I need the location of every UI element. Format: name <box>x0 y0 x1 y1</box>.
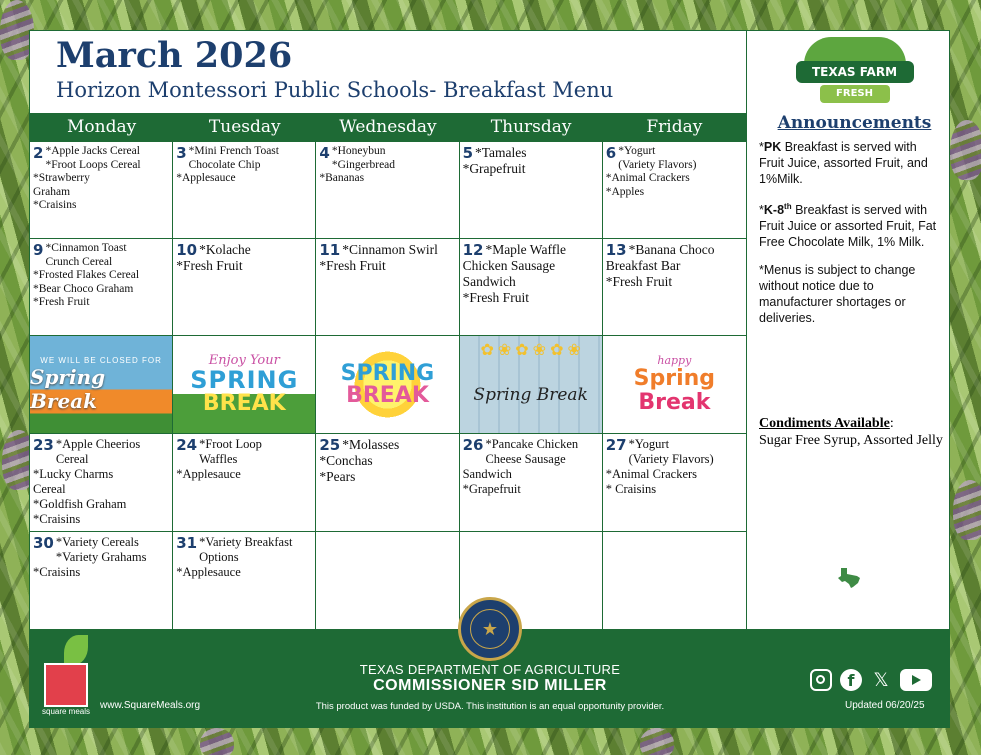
closed-notice: WE WILL BE CLOSED FOR <box>40 356 162 365</box>
day-cell <box>173 239 316 335</box>
weekday-header <box>30 113 746 142</box>
spring-break-image <box>30 336 173 433</box>
day-number: 13 <box>605 241 627 259</box>
announcement-pk: *PK Breakfast is served with Fruit Juice, assorted Fruit, and 1%Milk. <box>759 140 928 186</box>
day-cell <box>460 434 603 531</box>
enjoy-your-text: Enjoy Your <box>208 353 280 368</box>
website-link[interactable]: www.SquareMeals.org <box>100 700 201 711</box>
menu-header <box>30 31 746 113</box>
logo-text-2: FRESH <box>820 85 890 103</box>
announcement-k8-bold: K-8 <box>763 203 785 218</box>
announcements-title: Announcements <box>777 113 932 133</box>
day-number: 5 <box>462 144 473 162</box>
spring-break-row <box>30 336 746 434</box>
announcement-pk-text: Breakfast is served with Fruit Juice, assorted Fruit, and 1%Milk. <box>759 140 928 186</box>
day-menu: *Maple Waffle Chicken Sausage Sandwich *Fresh Fruit <box>462 242 566 305</box>
footer <box>30 619 950 728</box>
day-menu: *Apple Jacks Cereal *Froot Loops Cereal *Strawberry Graham *Craisins <box>33 145 141 211</box>
break-word: Break <box>638 389 711 415</box>
day-number: 10 <box>176 241 198 259</box>
spring-break-image <box>173 336 316 433</box>
daisy-border: ✿ ❀ ✿ ❀ ✿ ❀ <box>480 342 581 359</box>
asparagus-tip <box>200 728 234 755</box>
week-row <box>30 239 746 336</box>
spring-word: Spring <box>633 365 716 391</box>
weekday-tuesday: Tuesday <box>208 117 281 137</box>
day-number: 6 <box>605 144 617 162</box>
condiments-title: Condiments Available <box>759 416 890 432</box>
square-meals-text: square meals <box>42 707 91 716</box>
happy-text: happy <box>657 353 692 367</box>
day-number: 9 <box>33 241 44 259</box>
day-number: 31 <box>176 534 198 552</box>
break-word: BREAK <box>346 382 429 408</box>
spring-break-script: Spring Break <box>30 365 106 413</box>
day-number: 25 <box>319 436 341 454</box>
day-number: 11 <box>319 241 341 259</box>
updated-date: Updated 06/20/25 <box>845 700 925 711</box>
x-icon[interactable]: 𝕏 <box>873 669 889 691</box>
day-cell <box>603 142 746 238</box>
day-number: 23 <box>33 436 54 454</box>
page-subtitle: Horizon Montessori Public Schools- Breakfast Menu <box>56 78 614 102</box>
day-number: 4 <box>319 144 330 162</box>
spring-break-image <box>316 336 459 433</box>
day-menu: *Banana Choco Breakfast Bar *Fresh Fruit <box>605 242 715 289</box>
day-menu: *Molasses *Conchas *Pears <box>319 437 400 484</box>
announcement-k8-text: Breakfast is served with Fruit Juice or assorted Fruit, Fat Free Chocolate Milk, 1% Milk. <box>759 203 937 250</box>
day-cell-empty <box>603 532 746 629</box>
week-row <box>30 532 746 629</box>
day-number: 24 <box>176 436 198 454</box>
social-icons <box>810 669 932 691</box>
day-menu: *Variety Breakfast Options *Applesauce <box>176 535 293 579</box>
spring-break-script: Spring Break <box>473 384 588 405</box>
youtube-icon[interactable] <box>900 669 932 691</box>
agency-name: TEXAS DEPARTMENT OF AGRICULTURE <box>359 662 621 677</box>
menu-card <box>29 30 950 728</box>
day-number: 27 <box>605 436 627 454</box>
day-menu: *Cinnamon Swirl *Fresh Fruit <box>319 242 438 273</box>
usda-disclaimer: This product was funded by USDA. This institution is an equal opportunity provider. <box>315 701 665 712</box>
spring-word: SPRING <box>340 360 435 386</box>
day-cell <box>603 239 746 335</box>
weekday-wednesday: Wednesday <box>339 117 437 137</box>
day-cell <box>30 239 173 335</box>
spring-break-image <box>603 336 746 433</box>
facebook-icon[interactable]: f <box>840 669 862 691</box>
announcement-k8-sup: th <box>784 202 792 211</box>
condiments-section: Condiments Available: Sugar Free Syrup, Assorted Jelly <box>759 414 950 449</box>
weekday-monday: Monday <box>66 117 137 137</box>
week-row <box>30 142 746 239</box>
day-menu: *Cinnamon Toast Crunch Cereal *Frosted Flakes Cereal *Bear Choco Graham *Fresh Fruit <box>33 242 140 308</box>
day-menu: *Honeybun *Gingerbread *Bananas <box>319 145 396 184</box>
day-number: 30 <box>33 534 54 552</box>
asparagus-tip <box>953 480 981 540</box>
calendar-grid <box>30 142 746 629</box>
day-number: 12 <box>462 241 484 259</box>
day-number: 2 <box>33 144 44 162</box>
spring-break-image <box>460 336 603 433</box>
commissioner-name: COMMISSIONER SID MILLER <box>373 677 607 694</box>
weekday-friday: Friday <box>646 117 703 137</box>
asparagus-tip <box>950 120 981 180</box>
announcements-panel <box>746 31 950 629</box>
day-cell <box>30 142 173 238</box>
day-number: 3 <box>176 144 187 162</box>
day-cell <box>316 239 459 335</box>
square-meals-logo <box>42 635 94 715</box>
day-cell <box>30 532 173 629</box>
condiments-list: Sugar Free Syrup, Assorted Jelly <box>759 433 943 449</box>
day-menu: *Mini French Toast Chocolate Chip *Applesauce <box>176 145 279 184</box>
day-menu: *Froot Loop Waffles *Applesauce <box>176 437 262 481</box>
day-menu: *Tamales *Grapefruit <box>462 145 527 176</box>
day-menu: *Kolache *Fresh Fruit <box>176 242 251 273</box>
texas-state-icon <box>837 567 861 589</box>
calendar <box>30 113 746 629</box>
seal-star-icon: ★ <box>470 609 510 649</box>
day-cell <box>460 142 603 238</box>
day-cell <box>316 142 459 238</box>
day-cell <box>173 434 316 531</box>
announcement-changes: *Menus is subject to change without notice due to manufacturer shortages or deliveries. <box>759 263 916 326</box>
day-cell <box>603 434 746 531</box>
day-number: 26 <box>462 436 484 454</box>
tda-seal <box>458 597 522 661</box>
announcement-pk-bold: PK <box>763 140 782 154</box>
weekday-thursday: Thursday <box>490 117 572 137</box>
day-cell <box>173 142 316 238</box>
texas-farm-fresh-logo <box>796 37 914 109</box>
day-cell <box>30 434 173 531</box>
asparagus-tip <box>640 728 674 755</box>
day-cell-empty <box>316 532 459 629</box>
page-title: March 2026 <box>56 35 293 76</box>
day-cell <box>173 532 316 629</box>
announcement-k8: *K-8th Breakfast is served with Fruit Juice or assorted Fruit, Fat Free Chocolate Milk, 1% Milk. <box>759 202 937 250</box>
day-cell <box>316 434 459 531</box>
break-word: BREAK <box>202 391 286 416</box>
logo-text-1: TEXAS FARM <box>796 61 914 83</box>
instagram-icon[interactable] <box>810 669 832 691</box>
day-cell <box>460 239 603 335</box>
day-menu: *Yogurt (Variety Flavors) *Animal Crackers *Apples <box>605 145 697 198</box>
day-menu: *Pancake Chicken Cheese Sausage Sandwich *Grapefruit <box>462 437 579 496</box>
day-menu: *Variety Cereals *Variety Grahams *Craisins <box>33 535 147 579</box>
day-menu: *Apple Cheerios Cereal *Lucky Charms Cereal *Goldfish Graham *Craisins <box>33 437 141 526</box>
day-menu: *Yogurt (Variety Flavors) *Animal Crackers * Craisins <box>605 437 714 496</box>
week-row <box>30 434 746 532</box>
spring-word: SPRING <box>190 366 299 394</box>
